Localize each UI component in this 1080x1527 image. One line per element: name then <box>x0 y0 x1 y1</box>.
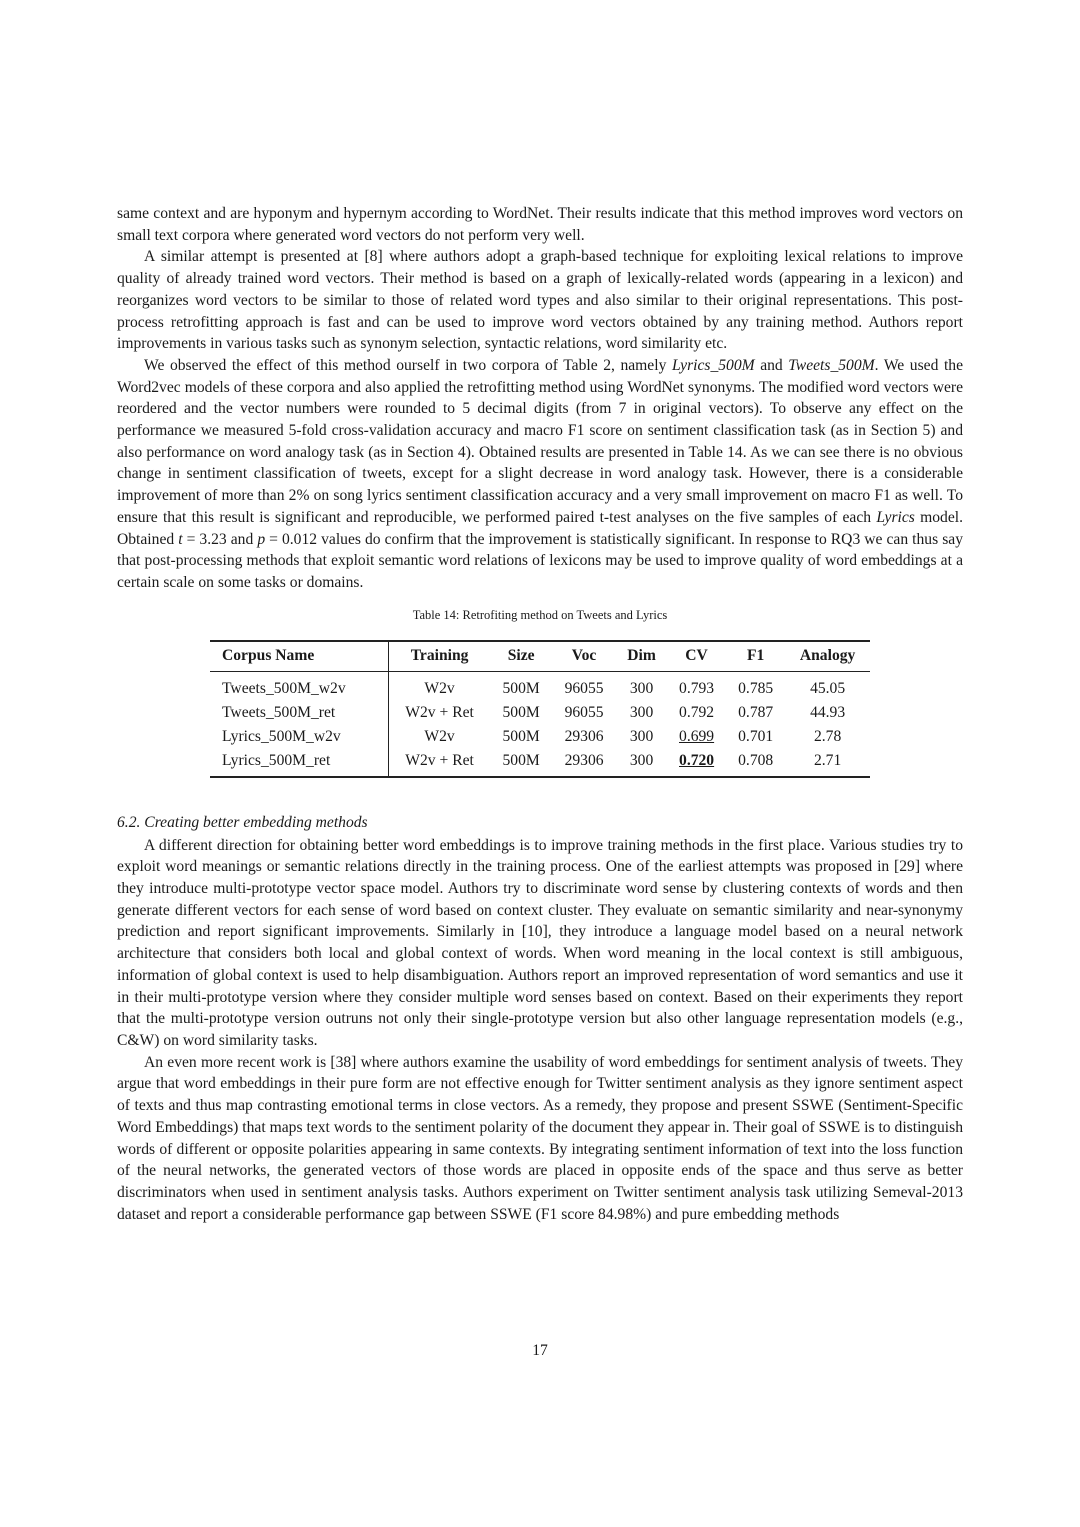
cell: Lyrics_500M_w2v <box>210 724 388 748</box>
cell: 0.792 <box>679 703 715 721</box>
cell: 500M <box>502 703 540 721</box>
cell: W2v <box>424 727 455 745</box>
cell: 500M <box>502 727 540 745</box>
cell: 300 <box>629 679 654 697</box>
cell: W2v + Ret <box>405 751 474 769</box>
header-f1: F1 <box>747 646 765 664</box>
cell: 2.71 <box>813 751 842 769</box>
cell: 500M <box>502 751 540 769</box>
header-voc: Voc <box>571 646 597 664</box>
cell: 300 <box>629 751 654 769</box>
cell-underlined: 0.699 <box>679 727 715 745</box>
cell: 500M <box>502 679 540 697</box>
paragraph-sswe: An even more recent work is [38] where authors examine the usability of word embeddings for sentiment analysis of tweets. They argue that word embeddings in their pure form are not effective enough for Twitter sentiment analysis as they ignore sentiment aspect of texts and thus map contrasting emotional terms in close vectors. As a remedy, they propose and present SSWE (Sentiment-Specific Word Embeddings) that maps text words to the sentiment polarity of the document they appear in. Their goal of SSWE is to distinguish words of different or opposite polarities appearing in same contexts. By integrating sentiment information of text into the loss function of the neural networks, the generated vectors of those words are placed in opposite ends of the space and thus serve as better discriminators when used in sentiment analysis tasks. Authors experiment on Twitter sentiment analysis task utilizing Semeval-2013 dataset and report a considerable performance gap between SSWE (F1 score 84.98%) and pure embedding methods <box>117 1053 963 1223</box>
cell: W2v <box>424 679 455 697</box>
table-header-row <box>210 641 870 672</box>
results-table <box>210 640 870 778</box>
paper-page <box>117 203 963 1225</box>
cell: 2.78 <box>813 727 842 745</box>
cell: W2v + Ret <box>405 703 474 721</box>
header-dim: Dim <box>627 646 656 664</box>
cell: 0.793 <box>679 679 715 697</box>
header-training: Training <box>410 646 469 664</box>
table-row <box>210 671 870 700</box>
cell-best: 0.720 <box>679 751 715 769</box>
cell: Tweets_500M_ret <box>210 700 388 724</box>
cell: 300 <box>629 703 654 721</box>
header-size: Size <box>507 646 535 664</box>
header-cv: CV <box>685 646 708 664</box>
cell: 96055 <box>564 703 604 721</box>
cell: Lyrics_500M_ret <box>210 748 388 777</box>
cell: 0.785 <box>738 679 774 697</box>
cell: 44.93 <box>810 703 846 721</box>
paragraph-experiment: We observed the effect of this method ourself in two corpora of Table 2, namely Lyrics_500M and Tweets_500M. We used the Word2vec models of these corpora and also applied the retrofitting method using WordNet synonyms. The modified word vectors were reordered and the vector numbers were rounded to 5 decimal digits (from 7 in original vectors). To observe any effect on the performance we measured 5-fold cross-validation accuracy and macro F1 score on sentiment classification task (as in Section 5) and also performance on word analogy task (as in Section 4). Obtained results are presented in Table 14. As we can see there is no obvious change in sentiment classification of tweets, except for a slight decrease in word analogy task. However, there is a considerable improvement of more than 2% on song lyrics sentiment classification accuracy and a very small improvement on macro F1 as well. To ensure that this result is significant and reproducible, we performed paired t-test analyses on the five samples of each Lyrics model. Obtained t = 3.23 and p = 0.012 values do confirm that the improvement is statistically significant. In response to RQ3 we can thus say that post-processing methods that exploit semantic word relations of lexicons may be used to improve quality of word embeddings at a certain scale on some tasks or domains. <box>117 356 964 591</box>
cell: 96055 <box>564 679 604 697</box>
cell: 0.701 <box>738 727 774 745</box>
paragraph-retrofitting: A similar attempt is presented at [8] where authors adopt a graph-based technique for exploiting lexical relations to improve quality of already trained word vectors. Their method is based on a graph of lexically-related words (appearing in a lexicon) and reorganizes word vectors to be similar to those of related word types and also similar to their original representations. This post-process retrofitting approach is fast and can be used to improve word vectors obtained by any training method. Authors report improvements in various tasks such as synonym selection, syntactic relations, word similarity etc. <box>117 248 963 353</box>
header-corpus-name: Corpus Name <box>210 641 388 672</box>
header-analogy: Analogy <box>799 646 856 664</box>
section-heading: 6.2. Creating better embedding methods <box>117 813 368 831</box>
cell: 45.05 <box>810 679 846 697</box>
paragraph-training-methods: A different direction for obtaining better word embeddings is to improve training methods in the first place. Various studies try to exploit word meanings or semantic relations directly in the training process. One of the earliest attempts was proposed in [29] where they introduce multi-prototype vector space model. Authors try to discriminate word sense by clustering contexts of words and then generate different vectors for each sense of word based on context cluster. They evaluate on semantic similarity and near-synonymy prediction and report significant improvements. Similarly in [10], they introduce a language model based on a neural network architecture that considers both local and global context of words. When word meaning in the local context is still ambiguous, information of global context is used to help disambiguation. Authors report an improved representation of word semantics and use it in their multi-prototype version where they consider multiple word senses based on context. Based on their experiments they report that the multi-prototype version outruns not only their single-prototype version but also other language representation models (e.g., C&W) on word similarity tasks. <box>117 836 963 1049</box>
table-caption: Table 14: Retrofiting method on Tweets and Lyrics <box>412 607 668 622</box>
table-row <box>210 724 870 748</box>
cell: 300 <box>629 727 654 745</box>
cell: 29306 <box>564 727 604 745</box>
table-row <box>210 700 870 724</box>
cell: 29306 <box>564 751 604 769</box>
cell: Tweets_500M_w2v <box>210 671 388 700</box>
paragraph-continuation: same context and are hyponym and hypernym according to WordNet. Their results indicate that this method improves word vectors on small text corpora where generated word vectors do not perform very well. <box>117 205 963 244</box>
cell: 0.708 <box>738 751 774 769</box>
table-row <box>210 748 870 777</box>
page-number: 17 <box>532 1342 548 1359</box>
cell: 0.787 <box>738 703 774 721</box>
